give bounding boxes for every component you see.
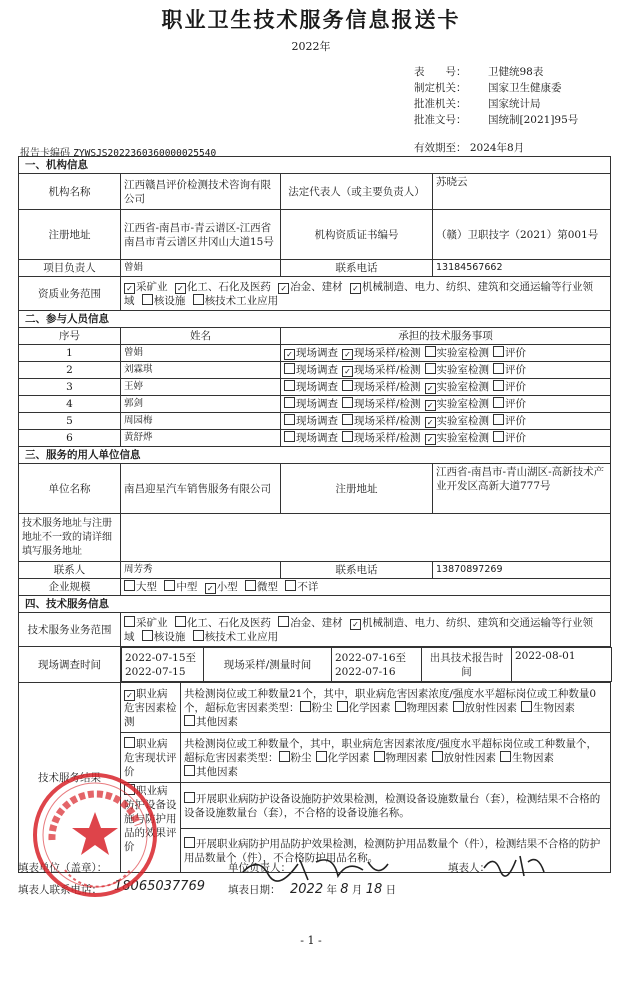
person-name: 周园梅: [121, 413, 281, 430]
checkbox: [432, 751, 443, 762]
checkbox-label: 采矿业: [136, 280, 168, 293]
checkbox: [175, 616, 186, 627]
filler-label: 填表人：: [448, 862, 490, 874]
report-year: 2022年: [291, 40, 331, 53]
unit-label: 单位名称: [19, 464, 121, 514]
meta-label: 批准机关：: [414, 98, 467, 110]
result-1-detail: [181, 683, 611, 733]
checkbox-option: [245, 581, 278, 593]
checkbox-label: 大型: [136, 581, 157, 593]
person-number: 4: [19, 396, 121, 413]
checkbox: ✓: [425, 434, 436, 445]
meta-row: [414, 112, 578, 128]
scope-label: 资质业务范围: [19, 277, 121, 311]
checkbox-option: [337, 702, 391, 714]
service-scope-options: [121, 613, 611, 647]
checkbox-label: 化学因素: [327, 751, 370, 764]
checkbox: [425, 346, 436, 357]
fill-date: [290, 882, 396, 897]
checkbox-label: 采矿业: [136, 616, 168, 629]
footer: [18, 860, 618, 904]
checkbox-option: [284, 381, 338, 393]
meta-value: 国家统计局: [488, 98, 541, 110]
checkbox-label: 中型: [176, 581, 198, 593]
checkbox-option: [342, 347, 421, 359]
checkbox: [124, 616, 135, 627]
cert-label: 机构资质证书编号: [281, 210, 433, 260]
meta-row: [414, 64, 578, 80]
meta-row: [414, 96, 578, 112]
cert-number: （赣）卫职技字（2021）第001号: [433, 210, 611, 260]
checkbox-label: 化工、石化及医药: [186, 616, 271, 629]
checkbox-label: 冶金、建材: [290, 280, 343, 293]
checkbox-option: [453, 702, 518, 714]
checkbox: [342, 380, 353, 391]
checkbox: ✓: [205, 583, 216, 594]
checkbox-option: [278, 617, 343, 629]
person-duties: [281, 362, 611, 379]
legal-rep: 苏晓云: [433, 174, 611, 210]
checkbox-option: [425, 432, 490, 444]
result-3-text: 职业病防护设备设施与防护用品的效果评价: [124, 785, 177, 853]
checkbox-option: [124, 617, 168, 629]
checkbox-option: [425, 381, 490, 393]
person-duties: [281, 413, 611, 430]
service-scope-label: 技术服务业务范围: [19, 613, 121, 647]
contact: 周芳秀: [121, 562, 281, 579]
checkbox: [184, 765, 195, 776]
checkbox: ✓: [350, 283, 361, 294]
meta-label: 批准文号：: [414, 114, 467, 126]
checkbox: [184, 715, 195, 726]
scope-options: [121, 277, 611, 311]
checkbox-option: [175, 281, 271, 293]
checkbox: [493, 431, 504, 442]
checkbox: ✓: [342, 366, 353, 377]
checkbox: [278, 616, 289, 627]
checkbox-label: 现场采样/检测: [354, 347, 421, 359]
table-row: [19, 362, 611, 379]
checkbox: ✓: [350, 619, 361, 630]
phone-label: 联系电话: [281, 260, 433, 277]
checkbox-label: 现场采样/检测: [354, 415, 421, 427]
phone: 13184567662: [433, 260, 611, 277]
checkbox-option: [493, 347, 526, 359]
result-2-detail: [181, 733, 611, 783]
checkbox: [300, 701, 311, 712]
checkbox-label: 物理因素: [385, 751, 428, 764]
person-name: 王婷: [121, 379, 281, 396]
legal-label: 法定代表人（或主要负责人）: [281, 174, 433, 210]
checkbox: ✓: [175, 283, 186, 294]
survey-label: 现场调查时间: [19, 647, 121, 683]
checkbox-option: [425, 347, 490, 359]
checkbox-option: [342, 398, 421, 410]
checkbox-label: 核设施: [153, 294, 186, 307]
org-name-label: 机构名称: [19, 174, 121, 210]
contact-phone: 13870897269: [433, 562, 611, 579]
contact-label: 联系人: [19, 562, 121, 579]
checkbox: [374, 751, 385, 762]
checkbox: ✓: [284, 349, 295, 360]
checkbox-option: [284, 398, 338, 410]
checkbox-option: [342, 432, 421, 444]
checkbox-option: [425, 398, 490, 410]
checkbox: [279, 751, 290, 762]
person-duties: [281, 379, 611, 396]
month-unit: 月: [351, 884, 363, 896]
year-unit: 年: [326, 884, 337, 896]
checkbox-label: 物理因素: [406, 701, 449, 714]
person-number: 5: [19, 413, 121, 430]
checkbox-option: [316, 752, 370, 764]
checkbox-label: 实验室检测: [436, 432, 490, 444]
result-1-content: 共检测岗位或工种数量21个，其中，职业病危害因素浓度/强度水平超标岗位或工种数量0个，超标危害因素类型：: [184, 687, 597, 714]
table-row: [19, 345, 611, 362]
person-number: 1: [19, 345, 121, 362]
person-name: 黄舒烨: [121, 430, 281, 447]
table-row: [19, 430, 611, 447]
checkbox: [124, 737, 135, 748]
checkbox-label: 生物因素: [533, 701, 575, 714]
section-title: 二、参与人员信息: [19, 311, 611, 328]
checkbox-label: 不详: [297, 581, 319, 593]
checkbox-label: 放射性因素: [443, 751, 496, 764]
checkbox: [500, 751, 511, 762]
section-title: 四、技术服务信息: [19, 596, 611, 613]
checkbox-label: 现场调查: [296, 347, 338, 359]
checkbox: [184, 792, 195, 803]
checkbox: [425, 363, 436, 374]
checkbox-option: [124, 281, 168, 293]
checkbox: [142, 294, 153, 305]
org-name: 江西赣昌评价检测技术咨询有限公司: [121, 174, 281, 210]
date-day: 18: [365, 882, 383, 897]
checkbox-label: 生物因素: [512, 751, 554, 764]
date-year: 2022: [290, 882, 324, 897]
info-table: [18, 156, 611, 873]
result-2-content: 共检测岗位或工种数量个，其中，职业病危害因素浓度/强度水平超标岗位或工种数量个，超标危害因素类型：: [184, 737, 598, 764]
checkbox-label: 实验室检测: [436, 415, 490, 427]
checkbox-label: 现场调查: [296, 432, 338, 444]
result-3a-text: 开展职业病防护设备设施防护效果检测，检测设备设施数量台（套），检测结果不合格的设备设施数量台（套），不合格的设备设施名称。: [184, 792, 601, 819]
table-row: [19, 396, 611, 413]
checkbox-option: [521, 702, 575, 714]
checkbox-option: [124, 581, 157, 593]
card-title: 职业卫生技术服务信息报送卡: [161, 7, 461, 32]
checkbox: [337, 701, 348, 712]
time-row: [121, 647, 611, 683]
leader: 曾娟: [121, 260, 281, 277]
checkbox: [316, 751, 327, 762]
checkbox-option: [285, 581, 318, 593]
card-number-label: 报告卡编码: [20, 148, 70, 159]
checkbox: [493, 414, 504, 425]
checkbox-label: 实验室检测: [436, 347, 490, 359]
checkbox-label: 现场采样/检测: [354, 381, 421, 393]
checkbox-option: [425, 364, 490, 376]
sampling-label: 现场采样/测量时间: [204, 648, 332, 682]
checkbox-option: [342, 364, 421, 376]
result-1-text: 职业病危害因素检测: [124, 687, 177, 728]
section-title: 一、机构信息: [19, 157, 611, 174]
size-label: 企业规模: [19, 579, 121, 596]
checkbox-label: 核技术工业应用: [204, 630, 279, 643]
checkbox: [284, 397, 295, 408]
checkbox-option: [193, 631, 279, 643]
checkbox-label: 评价: [505, 347, 527, 359]
checkbox: ✓: [278, 283, 289, 294]
leader-label: 项目负责人: [19, 260, 121, 277]
checkbox: [493, 397, 504, 408]
checkbox-option: [342, 381, 421, 393]
checkbox: [284, 380, 295, 391]
result-3-label: [121, 783, 181, 873]
table-row: [19, 379, 611, 396]
result-2-text: 职业病危害现状评价: [124, 737, 177, 778]
checkbox-label: 机械制造、电力、纺织、建筑和交通运输等行业领域: [124, 616, 594, 643]
result-label: 技术服务结果: [19, 683, 121, 873]
footer-row-1: [18, 860, 618, 882]
address: 江西省-南昌市-青云谱区-江西省南昌市青云谱区井冈山大道15号: [121, 210, 281, 260]
checkbox-label: 实验室检测: [436, 381, 490, 393]
checkbox: [342, 431, 353, 442]
checkbox: [193, 630, 204, 641]
checkbox-option: [300, 702, 333, 714]
filler-phone: 18065037769: [114, 879, 205, 894]
checkbox-label: 粉尘: [311, 701, 333, 714]
checkbox-option: [284, 364, 338, 376]
checkbox-option: [493, 364, 526, 376]
col-duty: 承担的技术服务事项: [281, 328, 611, 345]
checkbox-label: 放射性因素: [464, 701, 517, 714]
checkbox-label: 核设施: [153, 630, 186, 643]
checkbox-label: 现场调查: [296, 381, 338, 393]
checkbox-option: [493, 381, 526, 393]
checkbox-label: 核技术工业应用: [204, 294, 279, 307]
checkbox-label: 评价: [505, 432, 527, 444]
checkbox: ✓: [425, 417, 436, 428]
checkbox-option: [493, 415, 526, 427]
checkbox-option: [278, 281, 343, 293]
result-3a-detail: [181, 783, 611, 829]
checkbox-label: 其他因素: [196, 715, 238, 728]
person-name: 曾娟: [121, 345, 281, 362]
checkbox-option: [284, 415, 338, 427]
checkbox: [284, 363, 295, 374]
checkbox: [342, 397, 353, 408]
checkbox-option: [395, 702, 449, 714]
footer-row-2: [18, 879, 618, 904]
checkbox-option: [184, 716, 238, 728]
checkbox-label: 评价: [505, 381, 527, 393]
checkbox-label: 评价: [505, 398, 527, 410]
person-duties: [281, 345, 611, 362]
fill-unit-label: 填表单位（盖章）：: [18, 862, 108, 874]
fill-date-label: 填表日期：: [228, 884, 281, 896]
checkbox: ✓: [425, 383, 436, 394]
form-meta: [414, 64, 578, 128]
checkbox-option: [493, 432, 526, 444]
person-duties: [281, 396, 611, 413]
checkbox-label: 化学因素: [348, 701, 391, 714]
checkbox-label: 冶金、建材: [290, 616, 343, 629]
meta-value: 卫健统98表: [488, 66, 544, 78]
checkbox-label: 现场调查: [296, 364, 338, 376]
checkbox-label: 粉尘: [290, 751, 312, 764]
checkbox: [245, 580, 256, 591]
unit-address-label: 注册地址: [281, 464, 433, 514]
checkbox: [142, 630, 153, 641]
checkbox-option: [193, 295, 279, 307]
checkbox: [493, 380, 504, 391]
person-number: 3: [19, 379, 121, 396]
checkbox: [342, 414, 353, 425]
checkbox: ✓: [425, 400, 436, 411]
checkbox-label: 现场采样/检测: [354, 432, 421, 444]
checkbox: [521, 701, 532, 712]
checkbox-option: [279, 752, 312, 764]
col-number: 序号: [19, 328, 121, 345]
checkbox: [124, 580, 135, 591]
checkbox-label: 现场采样/检测: [354, 398, 421, 410]
page-number: - 1 -: [300, 934, 322, 947]
checkbox-option: [374, 752, 428, 764]
result-1-label: [121, 683, 181, 733]
date-month: 8: [340, 882, 349, 897]
validity: 有效期至： 2024年8月: [414, 142, 525, 154]
checkbox-option: [205, 581, 238, 593]
checkbox: ✓: [342, 349, 353, 360]
checkbox-label: 现场调查: [296, 398, 338, 410]
checkbox: [184, 837, 195, 848]
checkbox-option: [500, 752, 554, 764]
checkbox: ✓: [124, 283, 135, 294]
checkbox-label: 机械制造、电力、纺织、建筑和交通运输等行业领域: [124, 280, 594, 307]
checkbox-label: 实验室检测: [436, 364, 490, 376]
result-2-label: [121, 733, 181, 783]
checkbox-label: 化工、石化及医药: [186, 280, 271, 293]
service-address: [121, 514, 611, 562]
checkbox-option: [342, 415, 421, 427]
service-address-label: 技术服务地址与注册地址不一致的请详细填写服务地址: [19, 514, 121, 562]
person-name: 刘霖琪: [121, 362, 281, 379]
meta-label: 表 号：: [414, 66, 467, 78]
report-time: 2022-08-01: [512, 648, 612, 682]
day-unit: 日: [385, 884, 397, 896]
checkbox: [124, 784, 135, 795]
filler-phone-label: 填表人联系电话：: [18, 884, 102, 896]
checkbox-option: [284, 432, 338, 444]
person-duties: [281, 430, 611, 447]
checkbox-label: 小型: [216, 581, 238, 593]
meta-label: 制定机关：: [414, 82, 467, 94]
checkbox: [193, 294, 204, 305]
meta-value: 国统制[2021]95号: [488, 114, 579, 126]
report-label: 出具技术报告时间: [422, 648, 512, 682]
checkbox-label: 评价: [505, 415, 527, 427]
checkbox: [395, 701, 406, 712]
col-name: 姓名: [121, 328, 281, 345]
result-3b-text: 开展职业病防护用品防护效果检测，检测防护用品数量个（件），检测结果不合格的防护用品数量个（件），不合格防护用品名称。: [184, 837, 601, 864]
checkbox-label: 现场调查: [296, 415, 338, 427]
meta-value: 国家卫生健康委: [488, 82, 562, 94]
checkbox-label: 现场采样/检测: [354, 364, 421, 376]
size-options: [121, 579, 611, 596]
checkbox-option: [184, 766, 238, 778]
unit-address: 江西省-南昌市-青山湖区-高新技术产业开发区高新大道777号: [433, 464, 611, 514]
people-list: [19, 345, 611, 447]
checkbox: [453, 701, 464, 712]
contact-phone-label: 联系电话: [281, 562, 433, 579]
checkbox-option: [425, 415, 490, 427]
checkbox-label: 微型: [257, 581, 279, 593]
checkbox: [284, 431, 295, 442]
checkbox: [284, 414, 295, 425]
sampling-time: 2022-07-16至2022-07-16: [332, 648, 422, 682]
checkbox-label: 其他因素: [196, 765, 238, 778]
checkbox-label: 实验室检测: [436, 398, 490, 410]
survey-time: 2022-07-15至2022-07-15: [122, 648, 204, 682]
checkbox-option: [142, 631, 186, 643]
checkbox-option: [164, 581, 197, 593]
unit-name: 南昌迎星汽车销售服务有限公司: [121, 464, 281, 514]
checkbox-option: [284, 347, 338, 359]
checkbox: [285, 580, 296, 591]
address-label: 注册地址: [19, 210, 121, 260]
checkbox-option: [432, 752, 497, 764]
person-name: 郭剑: [121, 396, 281, 413]
person-number: 2: [19, 362, 121, 379]
checkbox-option: [493, 398, 526, 410]
unit-head-label: 单位负责人：: [228, 862, 291, 874]
checkbox-option: [142, 295, 186, 307]
person-number: 6: [19, 430, 121, 447]
card-number-value: ZYWSJS2022360360000025540: [73, 148, 217, 159]
checkbox: [493, 346, 504, 357]
time-subtable: [121, 647, 612, 682]
section-title: 三、服务的用人单位信息: [19, 447, 611, 464]
table-row: [19, 413, 611, 430]
checkbox: [493, 363, 504, 374]
meta-row: [414, 80, 578, 96]
checkbox-option: [175, 617, 271, 629]
checkbox: [164, 580, 175, 591]
checkbox-label: 评价: [505, 364, 527, 376]
checkbox: ✓: [124, 690, 135, 701]
